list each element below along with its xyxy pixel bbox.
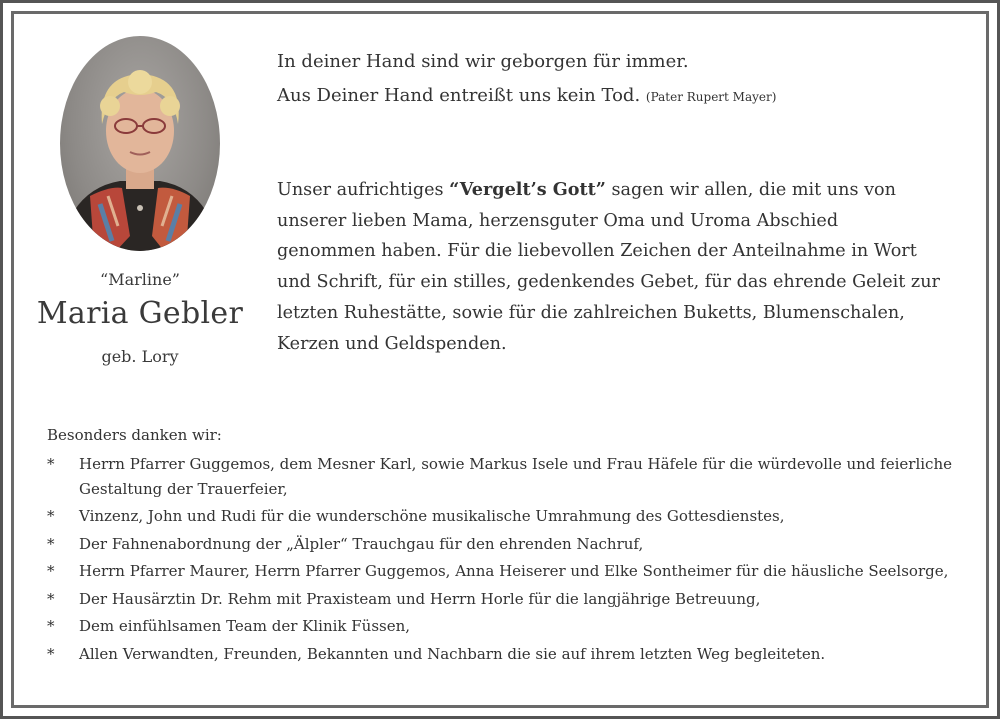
list-item-text: Allen Verwandten, Freunden, Bekannten und Nachbarn die sie auf ihrem letzten Weg begleiteten.	[79, 644, 826, 663]
nickname: “Marline”	[100, 270, 180, 289]
bullet: *	[47, 507, 55, 525]
list-item-text-continued: Gestaltung der Trauerfeier,	[79, 479, 288, 498]
quote-author: (Pater Rupert Mayer)	[645, 90, 777, 104]
bullet: *	[47, 534, 55, 553]
thanks-line-3: genommen haben. Für die liebevollen Zeichen der Anteilnahme in Wort	[277, 241, 917, 262]
list-item	[47, 504, 967, 529]
bullet: *	[47, 455, 55, 473]
bullet: *	[47, 589, 55, 608]
quote-line-2-text: Aus Deiner Hand entreißt uns kein Tod.	[277, 85, 641, 106]
list-item	[47, 452, 967, 501]
special-thanks-list	[47, 452, 967, 669]
thanks-emphasis: “Vergelt’s Gott”	[449, 179, 606, 200]
thanks-line-1	[277, 175, 967, 206]
list-item-text: Der Hausärztin Dr. Rehm mit Praxisteam und Herrn Horle für die langjährige Betreuung,	[79, 589, 761, 608]
bullet: *	[47, 617, 55, 635]
list-item	[47, 532, 967, 557]
thanks-line-6: Kerzen und Geldspenden.	[277, 333, 507, 354]
quote-line-1: In deiner Hand sind wir geborgen für immer.	[277, 51, 689, 72]
list-item	[47, 614, 967, 639]
thanks-line-2: unserer lieben Mama, herzensguter Oma und Uroma Abschied	[277, 210, 839, 231]
list-item-text: Herrn Pfarrer Maurer, Herrn Pfarrer Guggemos, Anna Heiserer und Elke Sontheimer für die häusliche Seelsorge,	[79, 562, 949, 580]
list-item-text: Der Fahnenabordnung der „Älpler“ Trauchgau für den ehrenden Nachruf,	[79, 534, 644, 553]
quote	[277, 45, 977, 114]
maiden-name: geb. Lory	[101, 347, 179, 366]
bullet: *	[47, 562, 55, 580]
thanks-line-1-pre: Unser aufrichtiges	[277, 180, 450, 200]
deceased-name: Maria Gebler	[36, 296, 244, 331]
list-item	[47, 559, 967, 584]
bullet: *	[47, 644, 55, 663]
list-item-text: Vinzenz, John und Rudi für die wunderschöne musikalische Umrahmung des Gottesdienstes,	[79, 507, 785, 525]
thanks-line-4: und Schrift, für ein stilles, gedenkendes Gebet, für das ehrende Geleit zur	[277, 272, 940, 293]
quote-line-2	[277, 79, 977, 114]
list-item	[47, 587, 967, 612]
special-thanks-heading: Besonders danken wir:	[47, 426, 222, 444]
thanks-line-5: letzten Ruhestätte, sowie für die zahlreichen Buketts, Blumenschalen,	[277, 302, 905, 323]
portrait-illustration	[60, 36, 220, 251]
thanks-line-1-post: sagen wir allen, die mit uns von	[605, 180, 896, 200]
list-item-text: Herrn Pfarrer Guggemos, dem Mesner Karl, sowie Markus Isele und Frau Häfele für die würdevolle und feierliche	[79, 455, 952, 473]
list-item-text: Dem einfühlsamen Team der Klinik Füssen,	[79, 617, 411, 635]
portrait-photo	[60, 36, 220, 251]
thanks-paragraph	[277, 175, 967, 359]
list-item	[47, 642, 967, 667]
